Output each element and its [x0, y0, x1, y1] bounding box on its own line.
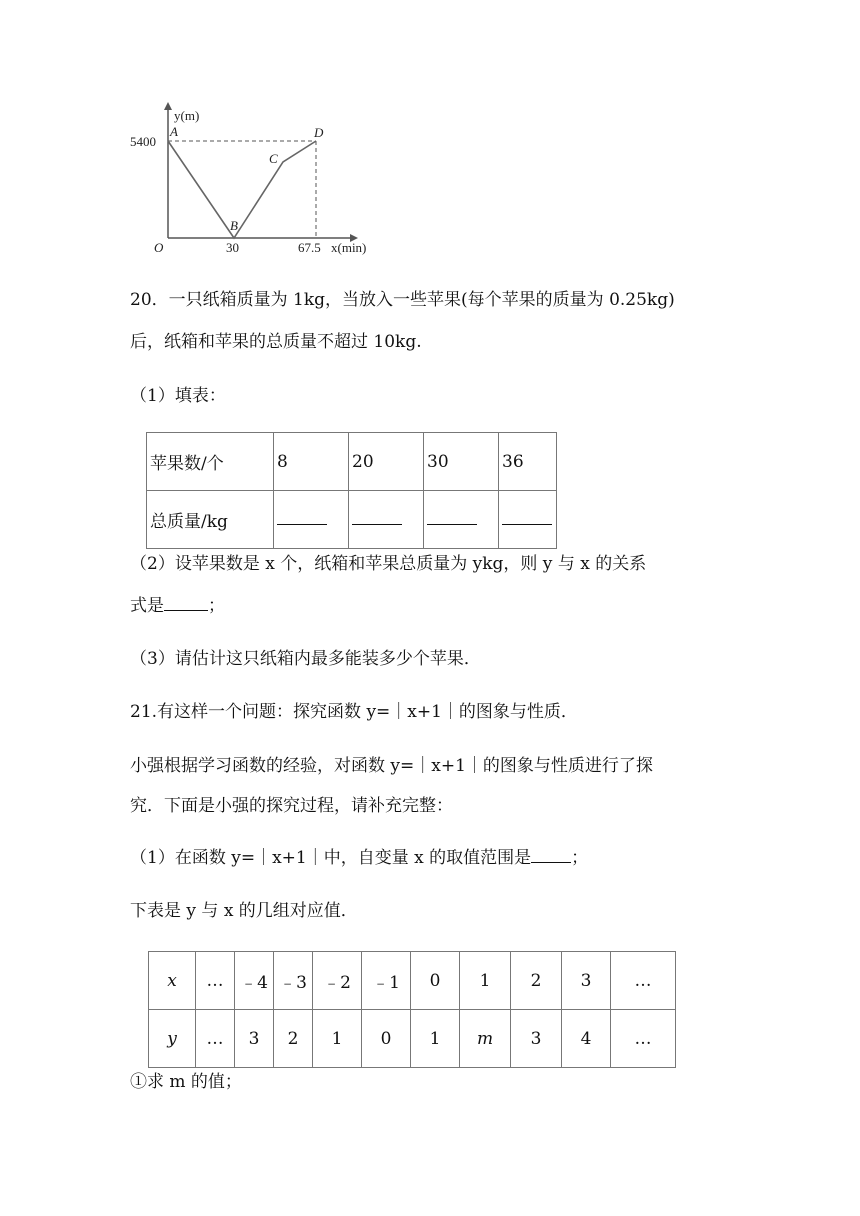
- q21-intro-table: 下表是 y 与 x 的几组对应值．: [130, 901, 358, 921]
- point-d-label: D: [314, 125, 324, 140]
- q21-part1-text: （1）在函数 y=｜x+1｜中，自变量 x 的取值范围是: [130, 848, 532, 868]
- q21-y-cell: 1: [411, 1010, 460, 1068]
- q21-line1: 21.有这样一个问题：探究函数 y=｜x+1｜的图象与性质．: [130, 702, 578, 722]
- origin-label: O: [154, 240, 164, 255]
- q20-answer-blank[interactable]: [349, 491, 424, 549]
- q21-y-cell: 4: [562, 1010, 611, 1068]
- q21-part1: [130, 847, 588, 869]
- q21-x-header: x: [149, 952, 196, 1010]
- q21-part1-blank[interactable]: [531, 848, 571, 863]
- q21-y-cell: 1: [313, 1010, 362, 1068]
- q21-sub1: ①求 m 的值；: [130, 1072, 242, 1092]
- q20-table: [146, 432, 557, 549]
- q21-line2: 小强根据学习函数的经验，对函数 y=｜x+1｜的图象与性质进行了探: [130, 756, 653, 776]
- q21-y-cell: …: [196, 1010, 235, 1068]
- q20-line2: 后，纸箱和苹果的总质量不超过 10kg.: [130, 332, 422, 352]
- point-c-label: C: [269, 151, 278, 166]
- q21-y-cell: 3: [235, 1010, 274, 1068]
- q21-y-cell: 3: [511, 1010, 562, 1068]
- graph-line: [168, 141, 316, 238]
- x-tick-67-5: 67.5: [298, 240, 321, 255]
- q20-part1: （1）填表：: [130, 386, 226, 406]
- q21-y-cell: 2: [274, 1010, 313, 1068]
- q20-line1: 20．一只纸箱质量为 1kg，当放入一些苹果(每个苹果的质量为 0.25kg): [130, 290, 675, 310]
- q20-cell: 20: [349, 433, 424, 491]
- q21-x-cell: 1: [460, 952, 511, 1010]
- q21-y-header: y: [149, 1010, 196, 1068]
- q20-part2-line2: [130, 595, 225, 617]
- q21-x-cell: ﹣2: [313, 952, 362, 1010]
- q21-x-cell: …: [611, 952, 676, 1010]
- q20-part2-text: 式是: [130, 596, 164, 616]
- q21-line3: 究．下面是小强的探究过程，请补充完整：: [130, 796, 453, 816]
- y-axis-label: y(m): [174, 108, 200, 123]
- q20-row2-header: 总质量/kg: [147, 491, 274, 549]
- q21-x-cell: ﹣3: [274, 952, 313, 1010]
- q20-part2-line1: （2）设苹果数是 x 个，纸箱和苹果总质量为 ykg，则 y 与 x 的关系: [130, 554, 647, 574]
- q21-x-cell: 2: [511, 952, 562, 1010]
- q21-x-cell: 0: [411, 952, 460, 1010]
- q20-answer-blank[interactable]: [424, 491, 499, 549]
- q21-y-cell-m: m: [460, 1010, 511, 1068]
- q21-y-cell: …: [611, 1010, 676, 1068]
- q21-x-cell: ﹣1: [362, 952, 411, 1010]
- q20-answer-blank[interactable]: [499, 491, 557, 549]
- q20-row1-header: 苹果数/个: [147, 433, 274, 491]
- x-tick-30: 30: [226, 240, 239, 255]
- q20-part2-end: ；: [208, 596, 225, 616]
- q20-cell: 8: [274, 433, 349, 491]
- q20-cell: 36: [499, 433, 557, 491]
- distance-time-graph: [128, 100, 368, 260]
- y-axis-arrow: [164, 102, 172, 110]
- q21-x-cell: 3: [562, 952, 611, 1010]
- q20-answer-blank[interactable]: [274, 491, 349, 549]
- x-axis-label: x(min): [331, 240, 367, 255]
- q20-part2-blank[interactable]: [164, 596, 208, 611]
- point-b-label: B: [230, 218, 238, 233]
- q21-part1-end: ；: [571, 848, 589, 868]
- q21-table: [148, 951, 676, 1068]
- point-a-label: A: [170, 124, 178, 139]
- q21-y-cell: 0: [362, 1010, 411, 1068]
- y-tick-5400: 5400: [130, 134, 156, 149]
- q21-x-cell: …: [196, 952, 235, 1010]
- q21-x-cell: ﹣4: [235, 952, 274, 1010]
- q20-part3: （3）请估计这只纸箱内最多能装多少个苹果．: [130, 649, 481, 669]
- q20-cell: 30: [424, 433, 499, 491]
